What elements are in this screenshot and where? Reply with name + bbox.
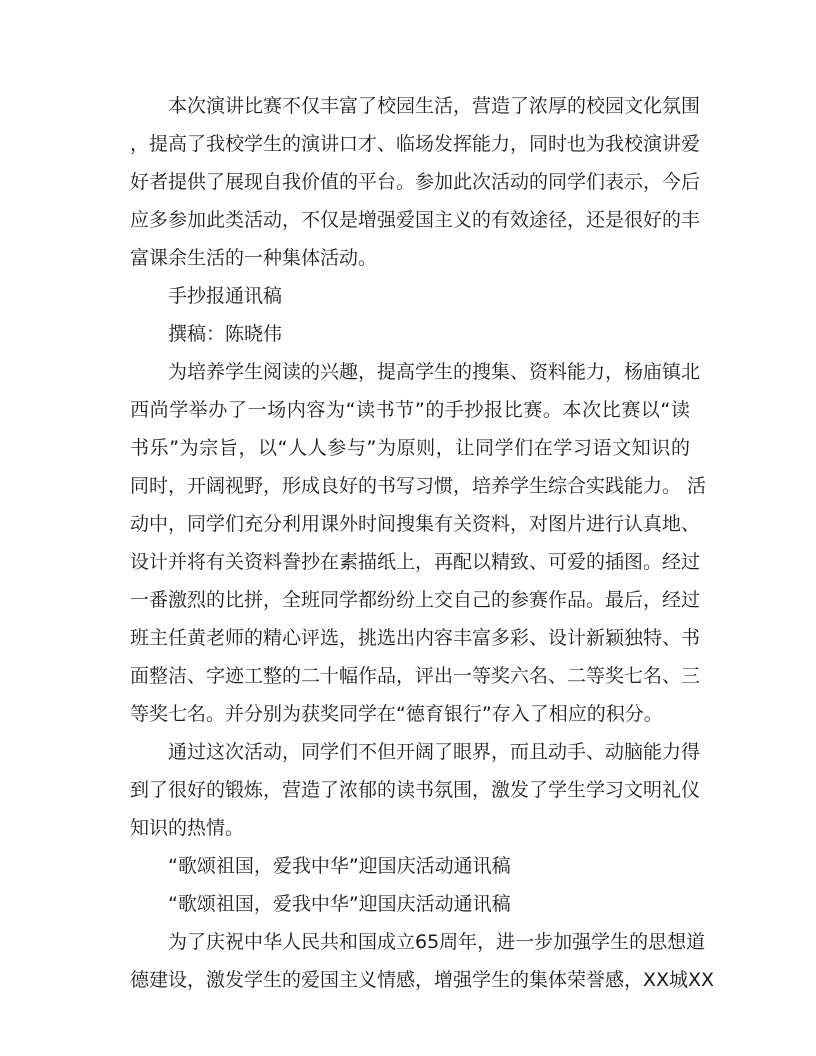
paragraph-line: 西尚学举办了一场内容为“读书节”的手抄报比赛。本次比赛以“读 [130,399,690,421]
paragraph-line: 通过这次活动，同学们不但开阔了眼界，而且动手、动脑能力得 [168,741,701,763]
paragraph-line: 应多参加此类活动，不仅是增强爱国主义的有效途径，还是很好的丰 [130,209,701,231]
paragraph-line: 设计并将有关资料誊抄在素描纸上，再配以精致、可爱的插图。经过 [130,551,701,573]
paragraph-line: 等奖七名。并分别为获奖同学在“德育银行”存入了相应的积分。 [130,703,663,725]
paragraph-line: ，提高了我校学生的演讲口才、临场发挥能力，同时也为我校演讲爱 [130,133,701,155]
paragraph-line: 为了庆祝中华人民共和国成立65周年，进一步加强学生的思想道 [168,931,706,953]
author-line: 撰稿：陈晓伟 [168,323,283,345]
paragraph-line: 富课余生活的一种集体活动。 [130,247,378,269]
section-title: “歌颂祖国，爱我中华”迎国庆活动通讯稿 [168,855,511,877]
section-title: 手抄报通讯稿 [168,285,283,307]
paragraph-line: 面整洁、字迹工整的二十幅作品，评出一等奖六名、二等奖七名、三 [130,665,701,687]
paragraph-line: 班主任黄老师的精心评选，挑选出内容丰富多彩、设计新颖独特、书 [130,627,701,649]
section-title: “歌颂祖国，爱我中华”迎国庆活动通讯稿 [168,893,511,915]
paragraph-line: 德建设，激发学生的爱国主义情感，增强学生的集体荣誉感，XX城XX [130,969,715,991]
paragraph-line: 到了很好的锻炼，营造了浓郁的读书氛围，激发了学生学习文明礼仪 [130,779,701,801]
paragraph-line: 一番激烈的比拼，全班同学都纷纷上交自己的参赛作品。最后，经过 [130,589,701,611]
paragraph-line: 同时，开阔视野，形成良好的书写习惯，培养学生综合实践能力。 活 [130,475,707,497]
paragraph-line: 为培养学生阅读的兴趣，提高学生的搜集、资料能力，杨庙镇北 [168,361,701,383]
paragraph-line: 知识的热情。 [130,817,245,839]
paragraph-line: 本次演讲比赛不仅丰富了校园生活，营造了浓厚的校园文化氛围 [168,95,701,117]
paragraph-line: 书乐”为宗旨，以“人人参与”为原则，让同学们在学习语文知识的 [130,437,690,459]
paragraph-line: 动中，同学们充分利用课外时间搜集有关资料，对图片进行认真地、 [130,513,701,535]
paragraph-line: 好者提供了展现自我价值的平台。参加此次活动的同学们表示，今后 [130,171,701,193]
